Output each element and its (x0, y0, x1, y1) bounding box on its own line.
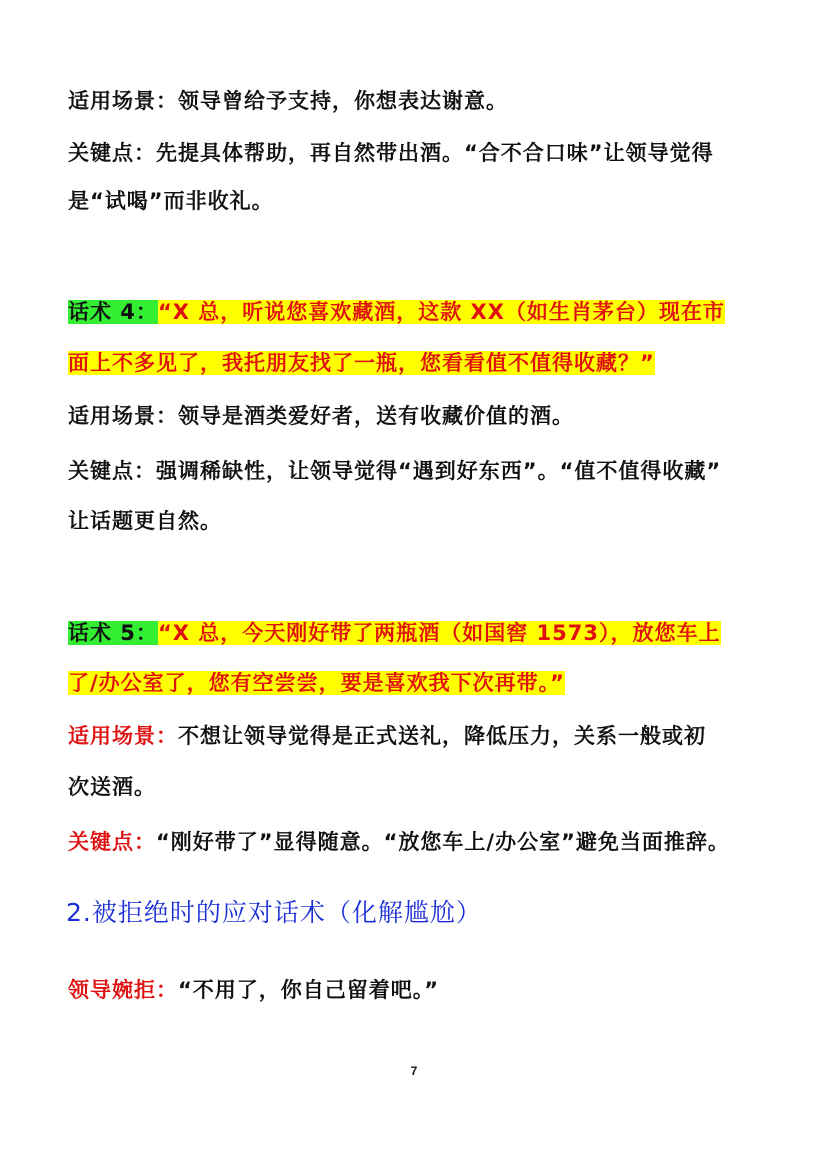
refusal-line (68, 974, 439, 1004)
key-label-5: 关键点： (68, 830, 156, 854)
refusal-text: “不用了，你自己留着吧。” (178, 978, 440, 1002)
script-5-quote-1: “X 总，今天刚好带了两瓶酒（如国窖 1573），放您车上 (157, 621, 721, 645)
script-5-quote-2: 了/办公室了，您有空尝尝，要是喜欢我下次再带。” (68, 671, 565, 695)
script-5-line-2 (68, 667, 565, 697)
scene-text-5b: 次送酒。 (68, 775, 156, 799)
scene-label-5: 适用场景： (68, 724, 178, 748)
section-heading: 2.被拒绝时的应对话术（化解尴尬） (66, 898, 482, 927)
script-5-label: 话术 5： (68, 621, 158, 645)
key-line-5 (68, 826, 730, 856)
page-number: 7 (410, 1064, 418, 1078)
key-line-4b: 让话题更自然。 (68, 509, 222, 533)
scene-line-4: 适用场景：领导是酒类爱好者，送有收藏价值的酒。 (68, 404, 574, 428)
scene-line-5a (68, 720, 706, 750)
key-line-3b: 是“试喝”而非收礼。 (68, 189, 274, 213)
script-5-line-1 (68, 617, 721, 647)
script-4-quote-1: “X 总，听说您喜欢藏酒，这款 XX（如生肖茅台）现在市 (157, 300, 725, 324)
key-line-4a: 关键点：强调稀缺性，让领导觉得“遇到好东西”。“值不值得收藏” (68, 459, 722, 483)
script-4-label: 话术 4： (68, 300, 158, 324)
script-4-quote-2: 面上不多见了，我托朋友找了一瓶，您看看值不值得收藏？” (68, 351, 655, 375)
scene-line-3: 适用场景：领导曾给予支持，你想表达谢意。 (68, 89, 508, 113)
key-line-3a: 关键点：先提具体帮助，再自然带出酒。“合不合口味”让领导觉得 (68, 141, 714, 165)
script-4-line-2 (68, 347, 655, 377)
refusal-label: 领导婉拒： (68, 978, 178, 1002)
scene-text-5a: 不想让领导觉得是正式送礼，降低压力，关系一般或初 (178, 724, 706, 748)
key-text-5: “刚好带了”显得随意。“放您车上/办公室”避免当面推辞。 (156, 830, 730, 854)
script-4-line-1 (68, 296, 725, 326)
